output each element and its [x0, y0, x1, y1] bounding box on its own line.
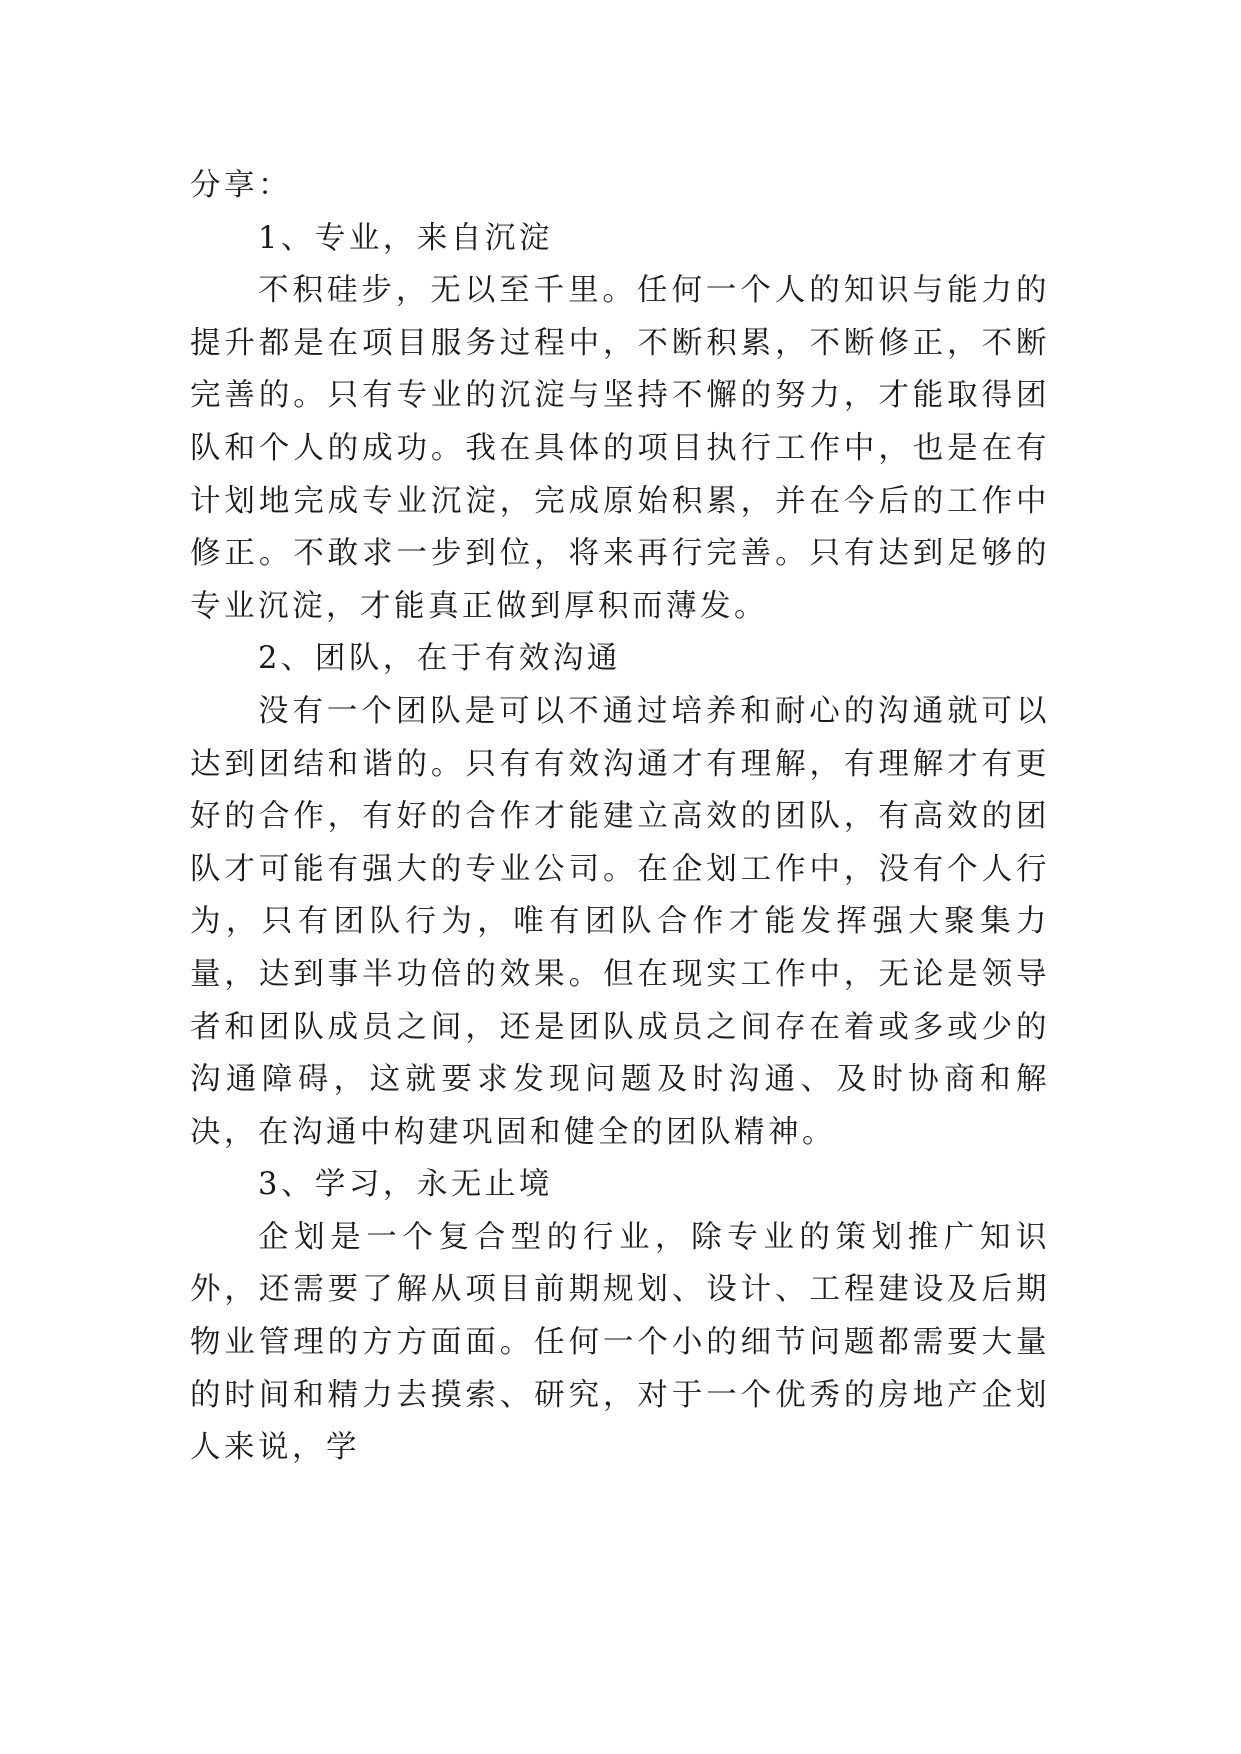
document-body — [190, 160, 1050, 1475]
paragraph-learning: 企划是一个复合型的行业，除专业的策划推广知识外，还需要了解从项目前期规划、设计、工程建设及后期物业管理的方方面面。任何一个小的细节问题都需要大量的时间和精力去摸索、研究，对于一个优秀的房地产企划人来说，学 — [190, 1219, 1050, 1466]
paragraph-share-heading: 分享： — [190, 168, 292, 203]
paragraph-professional: 不积硅步，无以至千里。任何一个人的知识与能力的提升都是在项目服务过程中，不断积累，不断修正，不断完善的。只有专业的沉淀与坚持不懈的努力，才能取得团队和个人的成功。我在具体的项目执行工作中，也是在有计划地完成专业沉淀，完成原始积累，并在今后的工作中修正。不敢求一步到位，将来再行完善。只有达到足够的专业沉淀，才能真正做到厚积而薄发。 — [190, 273, 1050, 624]
section-heading-3: 3、学习，永无止境 — [258, 1167, 553, 1203]
section-heading-2: 2、团队，在于有效沟通 — [258, 641, 621, 677]
section-heading-1: 1、专业，来自沉淀 — [258, 220, 553, 256]
paragraph-team: 没有一个团队是可以不通过培养和耐心的沟通就可以达到团结和谐的。只有有效沟通才有理解，有理解才有更好的合作，有好的合作才能建立高效的团队，有高效的团队才可能有强大的专业公司。在企划工作中，没有个人行为，只有团队行为，唯有团队合作才能发挥强大聚集力量，达到事半功倍的效果。但在现实工作中，无论是领导者和团队成员之间，还是团队成员之间存在着或多或少的沟通障碍，这就要求发现问题及时沟通、及时协商和解决，在沟通中构建巩固和健全的团队精神。 — [190, 693, 1050, 1150]
